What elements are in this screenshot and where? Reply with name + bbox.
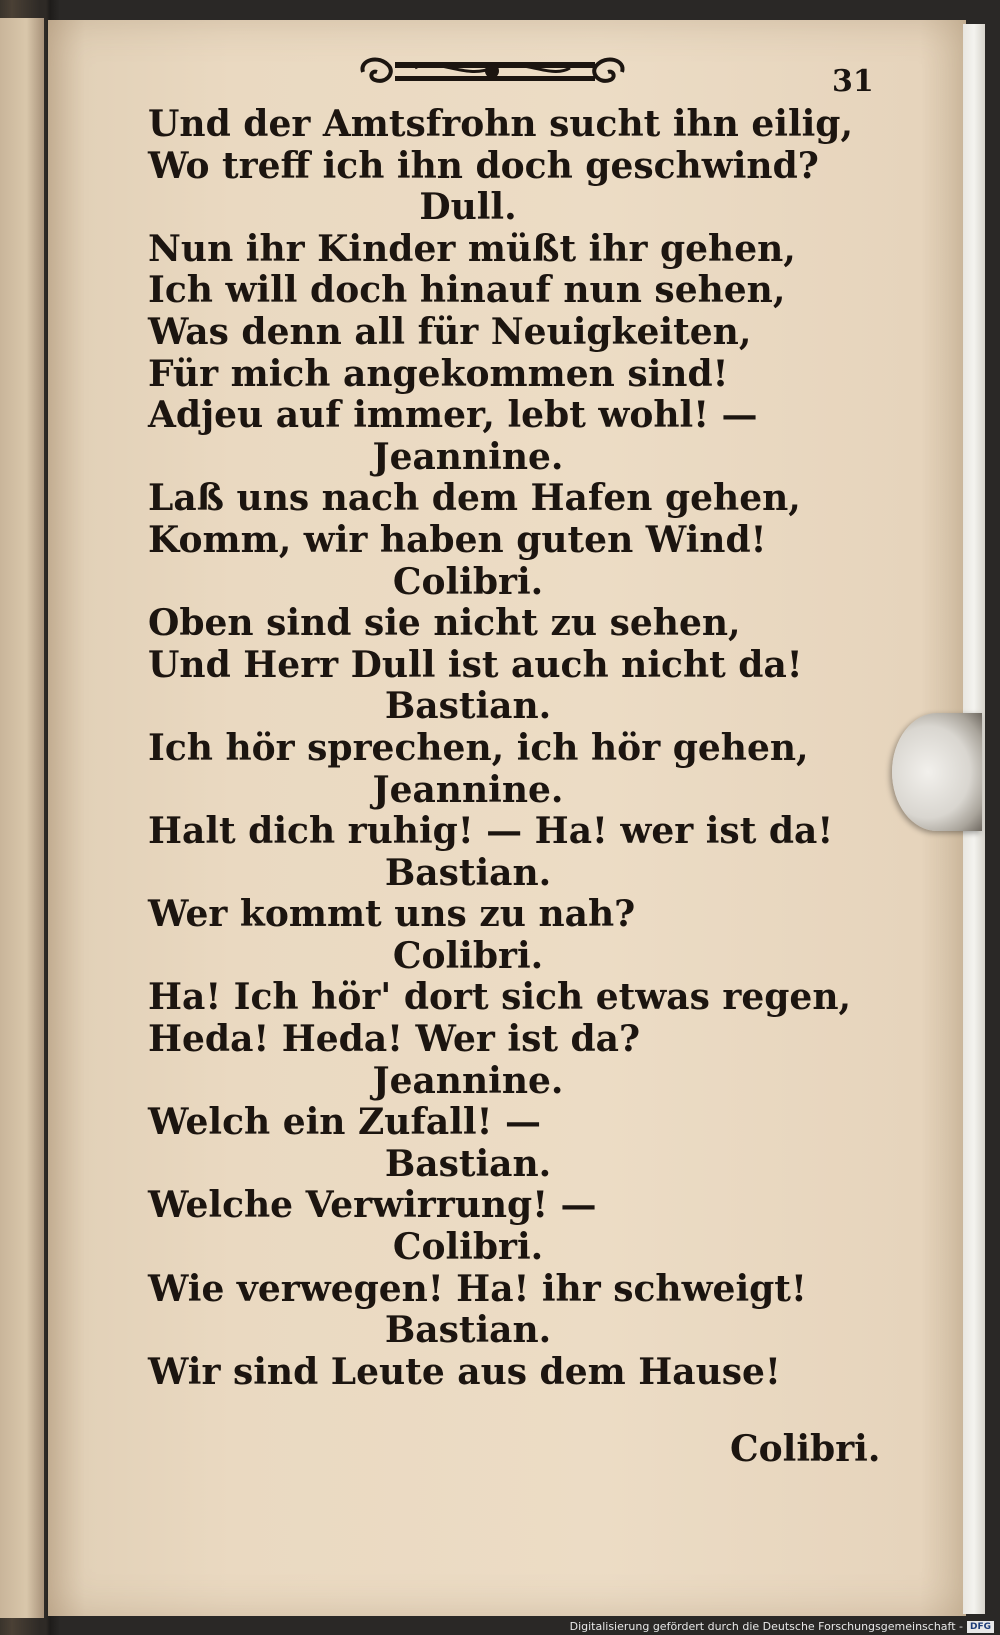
verse-line: Welche Verwirrung! — [148, 1184, 597, 1227]
text-block [148, 103, 854, 1393]
page-clip [892, 713, 982, 831]
verse-line: Für mich angekommen sind! [148, 352, 729, 395]
speaker-name: Bastian. [384, 851, 552, 894]
verse-line: Und Herr Dull ist auch nicht da! [148, 643, 803, 686]
verse-line: Heda! Heda! Wer ist da? [148, 1018, 641, 1061]
verse-line: Halt dich ruhig! — Ha! wer ist da! [148, 810, 834, 853]
verse-line: Nun ihr Kinder müßt ihr gehen, [148, 227, 796, 270]
speaker-name: Bastian. [384, 685, 552, 728]
ornament-headpiece [355, 52, 630, 90]
speaker-name: Colibri. [392, 934, 544, 977]
verse-line: Wo treff ich ihn doch geschwind? [148, 144, 819, 187]
verse-line: Ha! Ich hör' dort sich etwas regen, [148, 976, 852, 1019]
verse-line: Welch ein Zufall! — [148, 1101, 541, 1144]
speaker-name: Jeannine. [372, 435, 564, 478]
verse-line: Wie verwegen! Ha! ihr schweigt! [148, 1267, 807, 1310]
verse-line: Wer kommt uns zu nah? [148, 893, 636, 936]
verse-line: Komm, wir haben guten Wind! [148, 518, 767, 561]
verse-line: Ich hör sprechen, ich hör gehen, [148, 726, 809, 769]
verse-line: Und der Amtsfrohn sucht ihn eilig, [148, 103, 854, 145]
footer-credit: Digitalisierung gefördert durch die Deutsche Forschungsgemeinschaft - [569, 1620, 963, 1633]
speaker-name: Bastian. [384, 1309, 552, 1352]
speaker-name: Colibri. [392, 1226, 544, 1269]
speaker-name: Jeannine. [372, 768, 564, 811]
verse-line: Wir sind Leute aus dem Hause! [148, 1350, 781, 1393]
left-page-edge [0, 18, 44, 1618]
verse-line: Was denn all für Neuigkeiten, [148, 310, 752, 353]
verse-line: Adjeu auf immer, lebt wohl! — [148, 394, 758, 437]
page-number: 31 [832, 64, 874, 99]
verse-line: Oben sind sie nicht zu sehen, [148, 602, 741, 645]
verse-line: Ich will doch hinauf nun sehen, [148, 269, 786, 312]
speaker-name: Jeannine. [372, 1059, 564, 1102]
verse-line: Laß uns nach dem Hafen gehen, [148, 477, 801, 520]
digitization-footer [570, 1620, 994, 1633]
catchword: Colibri. [730, 1428, 881, 1470]
speaker-name: Colibri. [392, 560, 544, 603]
speaker-name: Bastian. [384, 1142, 552, 1185]
speaker-name: Dull. [419, 186, 517, 229]
dfg-logo: DFG [967, 1621, 994, 1633]
